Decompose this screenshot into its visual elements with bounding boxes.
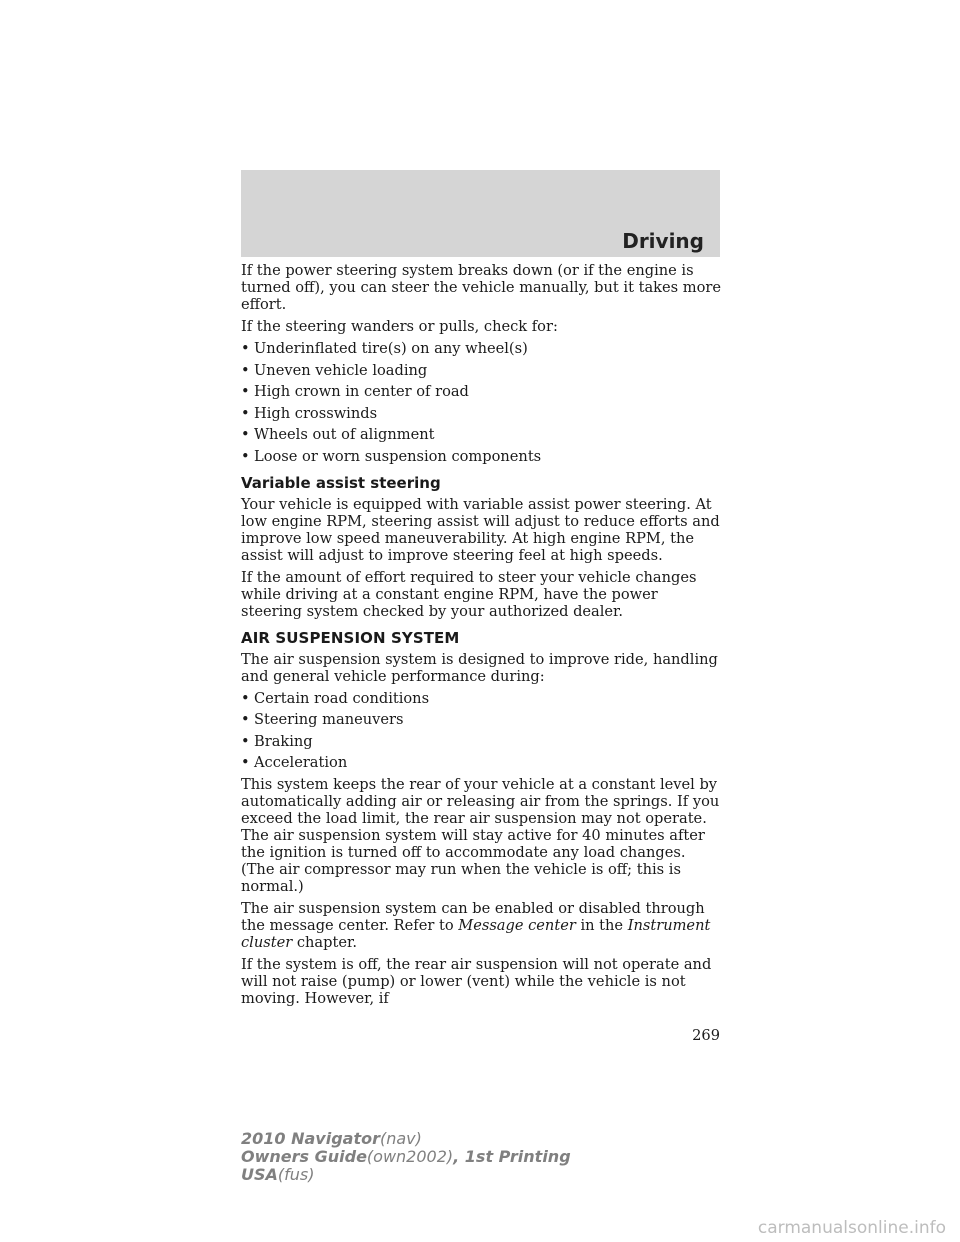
text-run: in the	[575, 917, 628, 934]
list-item: • Steering maneuvers	[241, 711, 721, 728]
list-item: • Certain road conditions	[241, 690, 721, 707]
list-item: • Loose or worn suspension components	[241, 448, 721, 465]
paragraph: This system keeps the rear of your vehicle at a constant level by automatically adding air or releasing air from the springs. If you exceed the load limit, the rear air suspension may not operate. The air suspension system will stay active for 40 minutes after the ignition is turned off to accommodate any load changes. (The air compressor may run when the vehicle is off; this is normal.)	[241, 776, 720, 895]
footer-doc: Owners Guide	[241, 1147, 367, 1166]
list-item: • Wheels out of alignment	[241, 426, 721, 443]
list-item: • Uneven vehicle loading	[241, 362, 721, 379]
paragraph: If the system is off, the rear air suspension will not operate and will not raise (pump) or lower (vent) while the vehicle is not moving. However, if	[241, 956, 712, 1007]
paragraph: If the amount of effort required to steer your vehicle changes while driving at a constant engine RPM, have the power steering system checked by your authorized dealer.	[241, 568, 697, 620]
footer-printing: , 1st Printing	[453, 1147, 571, 1166]
footer-model: 2010 Navigator	[241, 1129, 380, 1148]
cross-reference: Instrument cluster	[241, 917, 711, 951]
footer-region: USA	[241, 1165, 278, 1184]
print-footer	[241, 1130, 571, 1184]
paragraph: If the steering wanders or pulls, check for:	[241, 318, 558, 335]
footer-line	[241, 1148, 571, 1166]
paragraph: If the power steering system breaks down (or if the engine is turned off), you can steer the vehicle manually, but it takes more effort.	[241, 262, 721, 313]
section-title: Driving	[622, 229, 704, 253]
subsection-heading: Variable assist steering	[241, 473, 441, 492]
page-content	[241, 262, 721, 1012]
footer-line	[241, 1130, 571, 1148]
cross-reference: Message center	[458, 917, 576, 934]
text-run: The air suspension system can be enabled or disabled through the message center. Refer to	[241, 900, 705, 934]
list-item: • Underinflated tire(s) on any wheel(s)	[241, 340, 721, 357]
paragraph: Your vehicle is equipped with variable assist power steering. At low engine RPM, steering assist will adjust to reduce efforts and improve low speed maneuverability. At high engine RPM, the assist will adjust to improve steering feel at high speeds.	[241, 495, 720, 564]
section-heading: AIR SUSPENSION SYSTEM	[241, 628, 460, 647]
list-item: • High crown in center of road	[241, 383, 721, 400]
section-header-band	[241, 170, 720, 257]
bullet-list	[241, 340, 721, 465]
watermark: carmanualsonline.info	[757, 1218, 946, 1238]
list-item: • Acceleration	[241, 754, 721, 771]
footer-code: (nav)	[379, 1129, 422, 1148]
text-run: chapter.	[292, 934, 357, 951]
list-item: • Braking	[241, 733, 721, 750]
paragraph	[241, 900, 721, 951]
footer-code: (fus)	[277, 1165, 315, 1184]
paragraph: The air suspension system is designed to improve ride, handling and general vehicle performance during:	[241, 650, 718, 685]
page-number: 269	[692, 1027, 720, 1044]
bullet-list	[241, 690, 721, 772]
list-item: • High crosswinds	[241, 405, 721, 422]
footer-line	[241, 1166, 571, 1184]
footer-code: (own2002)	[366, 1147, 454, 1166]
